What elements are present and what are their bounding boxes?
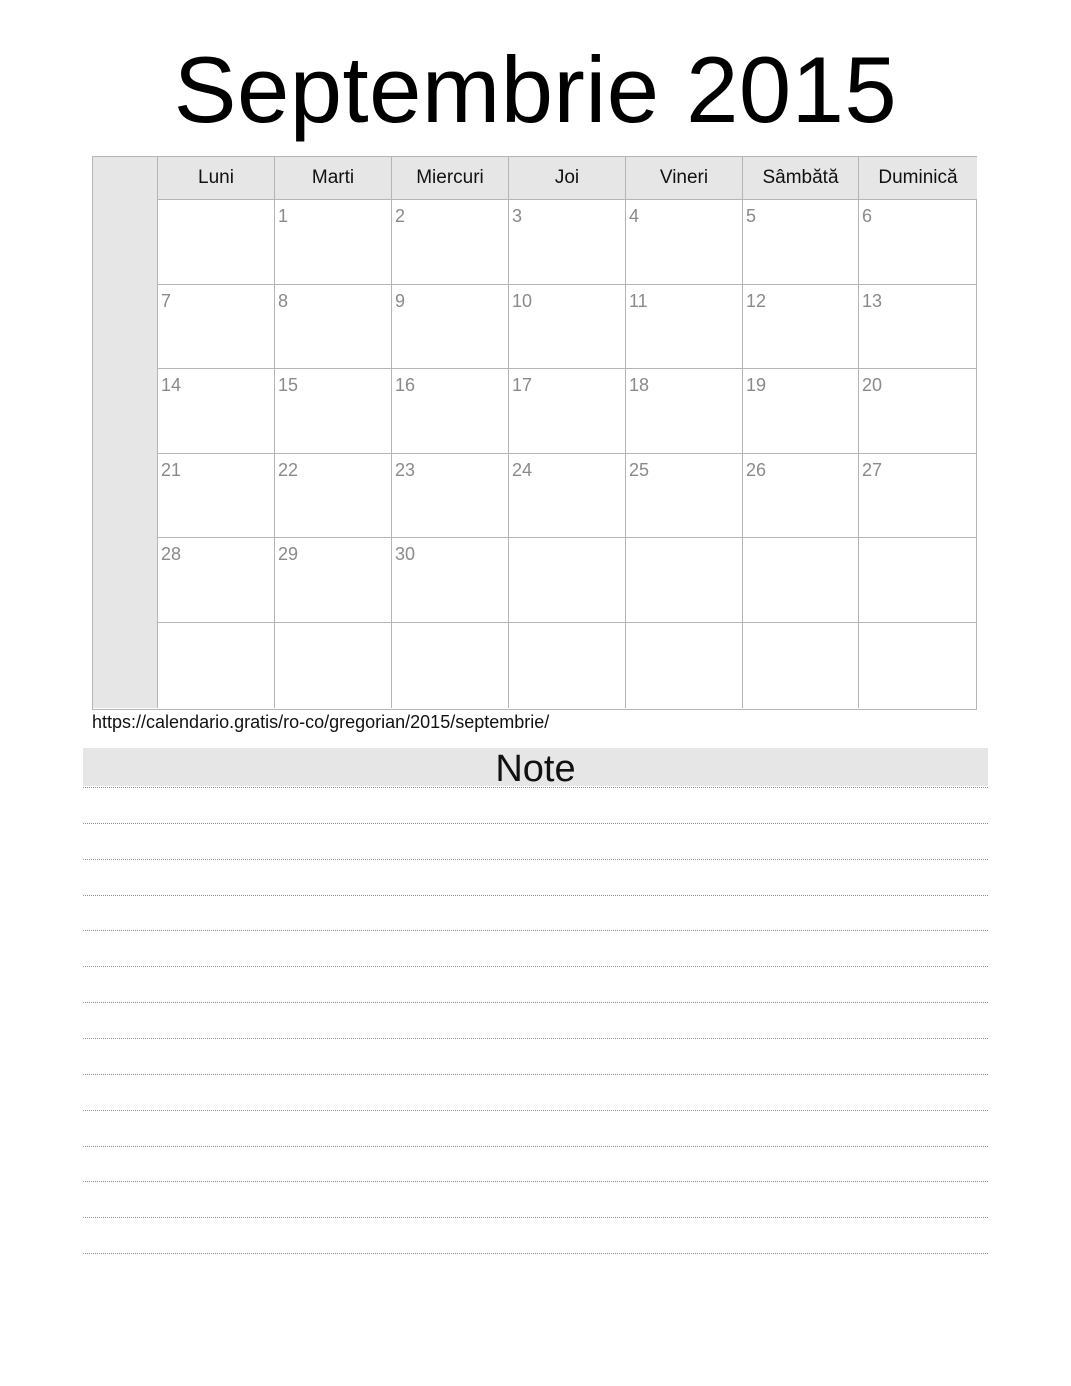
day-cell: 5 bbox=[743, 200, 859, 285]
day-cell bbox=[626, 538, 743, 623]
day-cell: 8 bbox=[275, 285, 392, 369]
day-cell: 11 bbox=[626, 285, 743, 369]
note-line bbox=[83, 1146, 988, 1147]
day-cell: 15 bbox=[275, 369, 392, 454]
calendar-grid bbox=[92, 156, 977, 710]
notes-title: Note bbox=[83, 748, 988, 786]
day-cell: 26 bbox=[743, 454, 859, 538]
day-cell bbox=[626, 623, 743, 708]
day-cell: 16 bbox=[392, 369, 509, 454]
day-cell: 28 bbox=[158, 538, 275, 623]
day-cell: 17 bbox=[509, 369, 626, 454]
weekday-header: Marti bbox=[275, 157, 392, 200]
weekday-header: Luni bbox=[158, 157, 275, 200]
day-cell: 12 bbox=[743, 285, 859, 369]
note-line bbox=[83, 1038, 988, 1039]
note-line bbox=[83, 1181, 988, 1182]
day-cell: 6 bbox=[859, 200, 977, 285]
day-cell: 13 bbox=[859, 285, 977, 369]
note-line bbox=[83, 823, 988, 824]
note-line bbox=[83, 966, 988, 967]
note-line bbox=[83, 787, 988, 788]
day-cell: 7 bbox=[158, 285, 275, 369]
note-line bbox=[83, 1074, 988, 1075]
day-cell: 27 bbox=[859, 454, 977, 538]
page-title: Septembrie 2015 bbox=[173, 37, 898, 142]
day-cell bbox=[392, 623, 509, 708]
day-cell bbox=[743, 538, 859, 623]
day-cell: 18 bbox=[626, 369, 743, 454]
day-cell: 24 bbox=[509, 454, 626, 538]
weekday-header: Joi bbox=[509, 157, 626, 200]
weekday-header: Vineri bbox=[626, 157, 743, 200]
day-cell: 30 bbox=[392, 538, 509, 623]
day-cell: 22 bbox=[275, 454, 392, 538]
note-line bbox=[83, 1002, 988, 1003]
weekday-header: Miercuri bbox=[392, 157, 509, 200]
day-cell: 25 bbox=[626, 454, 743, 538]
note-line bbox=[83, 895, 988, 896]
day-cell bbox=[158, 200, 275, 285]
day-cell: 21 bbox=[158, 454, 275, 538]
note-line bbox=[83, 1217, 988, 1218]
day-cell bbox=[509, 538, 626, 623]
day-cell: 1 bbox=[275, 200, 392, 285]
day-cell: 9 bbox=[392, 285, 509, 369]
note-line bbox=[83, 1253, 988, 1254]
day-cell: 29 bbox=[275, 538, 392, 623]
day-cell: 10 bbox=[509, 285, 626, 369]
day-cell bbox=[859, 538, 977, 623]
day-cell: 19 bbox=[743, 369, 859, 454]
day-cell: 23 bbox=[392, 454, 509, 538]
day-cell bbox=[275, 623, 392, 708]
day-cell bbox=[509, 623, 626, 708]
week-number-column bbox=[93, 157, 158, 708]
note-line bbox=[83, 859, 988, 860]
day-cell: 20 bbox=[859, 369, 977, 454]
note-line bbox=[83, 930, 988, 931]
day-cell: 2 bbox=[392, 200, 509, 285]
day-cell bbox=[743, 623, 859, 708]
day-cell: 14 bbox=[158, 369, 275, 454]
note-line bbox=[83, 1110, 988, 1111]
weekday-header: Duminică bbox=[859, 157, 977, 200]
weekday-header: Sâmbătă bbox=[743, 157, 859, 200]
day-cell: 4 bbox=[626, 200, 743, 285]
day-cell bbox=[859, 623, 977, 708]
day-cell: 3 bbox=[509, 200, 626, 285]
source-url: https://calendario.gratis/ro-co/gregorian/2015/septembrie/ bbox=[92, 712, 550, 732]
day-cell bbox=[158, 623, 275, 708]
